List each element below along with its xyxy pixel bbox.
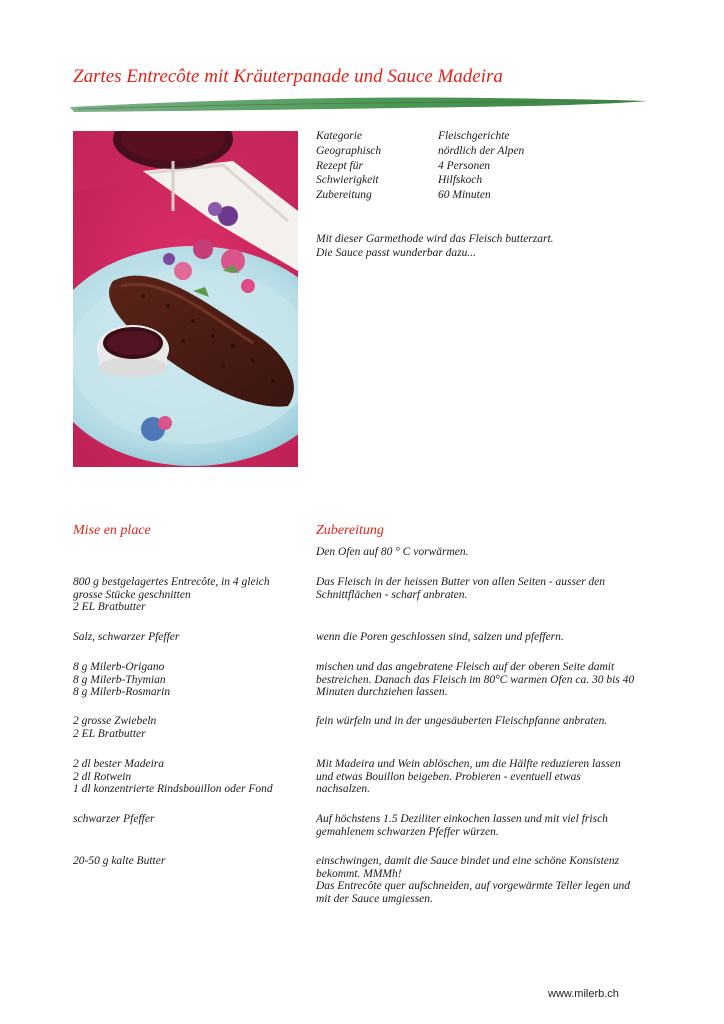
ingredient-line: 20-50 g kalte Butter: [73, 855, 166, 867]
meta-row-zubereitung: [316, 188, 524, 203]
step-1-instructions: [316, 576, 605, 601]
recipe-title: Zartes Entrecôte mit Kräuterpanade und Sauce Madeira: [73, 66, 503, 87]
intro-line: Die Sauce passt wunderbar dazu...: [316, 246, 477, 259]
step-5-instructions: [316, 758, 621, 796]
preheat-instruction: Den Ofen auf 80 ° C vorwärmen.: [316, 546, 469, 558]
meta-row-geographisch: [316, 144, 524, 159]
instruction-line: mit der Sauce umgiessen.: [316, 892, 433, 905]
meta-value: Hilfskoch: [438, 174, 483, 187]
meta-label: Zubereitung: [316, 189, 372, 202]
meta-label: Kategorie: [316, 130, 362, 142]
step-5-ingredients: [73, 758, 273, 796]
meta-value: 4 Personen: [438, 159, 491, 172]
meta-row-kategorie: [316, 129, 524, 144]
ingredient-line: grosse Stücke geschnitten: [73, 588, 191, 601]
instruction-line: fein würfeln und in der ungesäuberten Fleischpfanne anbraten.: [316, 715, 608, 727]
step-1-ingredients: [73, 576, 270, 614]
instruction-line: wenn die Poren geschlossen sind, salzen und pfeffern.: [316, 631, 564, 643]
ingredient-line: 2 EL Bratbutter: [73, 727, 146, 740]
instruction-line: bekommt. MMMh!: [316, 867, 402, 880]
meta-value: 60 Minuten: [438, 189, 491, 202]
step-4-ingredients: [73, 715, 156, 740]
step-3-ingredients: [73, 661, 170, 699]
instruction-line: Schnittflächen - scharf anbraten.: [316, 588, 468, 601]
ingredient-line: schwarzer Pfeffer: [73, 813, 155, 825]
ingredient-line: 800 g bestgelagertes Entrecôte, in 4 gleich: [73, 576, 270, 588]
meta-label: Schwierigkeit: [316, 174, 379, 187]
step-3-instructions: [316, 661, 634, 699]
step-7-instructions: [316, 855, 630, 905]
ingredient-line: 8 g Milerb-Thymian: [73, 673, 166, 686]
instruction-line: nachsalzen.: [316, 783, 370, 795]
ingredient-line: 2 dl bester Madeira: [73, 758, 165, 770]
instruction-line: bestreichen. Danach das Fleisch im 80°C warmen Ofen ca. 30 bis 40: [316, 673, 635, 686]
ingredient-line: 1 dl konzentrierte Rindsbouillon oder Fond: [73, 783, 273, 795]
mise-en-place-heading: Mise en place: [73, 523, 151, 538]
instruction-line: und etwas Bouillon beigeben. Probieren - eventuell etwas: [316, 770, 581, 783]
meta-row-rezept-fuer: [316, 159, 524, 174]
instruction-line: Das Fleisch in der heissen Butter von allen Seiten - ausser den: [316, 576, 606, 588]
meta-label: Rezept für: [316, 159, 363, 172]
green-brush-stroke-divider: [68, 92, 650, 116]
instruction-line: Mit Madeira und Wein ablöschen, um die Hälfte reduzieren lassen: [316, 758, 621, 770]
instruction-line: einschwingen, damit die Sauce bindet und eine schöne Konsistenz: [316, 855, 620, 867]
step-7-ingredients: [73, 855, 165, 868]
step-2-ingredients: [73, 631, 179, 644]
step-6-ingredients: [73, 813, 154, 826]
instruction-line: mischen und das angebratene Fleisch auf der oberen Seite damit: [316, 661, 615, 673]
step-4-instructions: [316, 715, 607, 728]
recipe-intro: [316, 233, 554, 260]
ingredient-line: 2 dl Rotwein: [73, 770, 132, 783]
ingredient-line: 8 g Milerb-Rosmarin: [73, 686, 171, 698]
intro-line: Mit dieser Garmethode wird das Fleisch butterzart.: [316, 233, 554, 245]
recipe-meta-table: [316, 129, 524, 203]
step-6-instructions: [316, 813, 608, 838]
instruction-line: Minuten durchziehen lassen.: [316, 686, 448, 698]
zubereitung-heading: Zubereitung: [316, 523, 384, 538]
meta-value: nördlich der Alpen: [438, 144, 525, 157]
ingredient-line: 2 EL Bratbutter: [73, 601, 146, 613]
step-2-instructions: [316, 631, 564, 644]
ingredient-line: 2 grosse Zwiebeln: [73, 715, 157, 727]
meta-value: Fleischgerichte: [438, 130, 510, 142]
dish-photo: [73, 131, 298, 467]
meta-label: Geographisch: [316, 144, 382, 157]
instruction-line: Auf höchstens 1.5 Deziliter einkochen lassen und mit viel frisch: [316, 813, 608, 825]
meta-row-schwierigkeit: [316, 173, 524, 188]
instruction-line: Das Entrecôte quer aufschneiden, auf vorgewärmte Teller legen und: [316, 880, 630, 892]
instruction-line: gemahlenem schwarzen Pfeffer würzen.: [316, 825, 499, 838]
footer-website-link[interactable]: www.milerb.ch: [548, 988, 619, 1000]
ingredient-line: Salz, schwarzer Pfeffer: [73, 631, 180, 643]
ingredient-line: 8 g Milerb-Origano: [73, 661, 165, 673]
